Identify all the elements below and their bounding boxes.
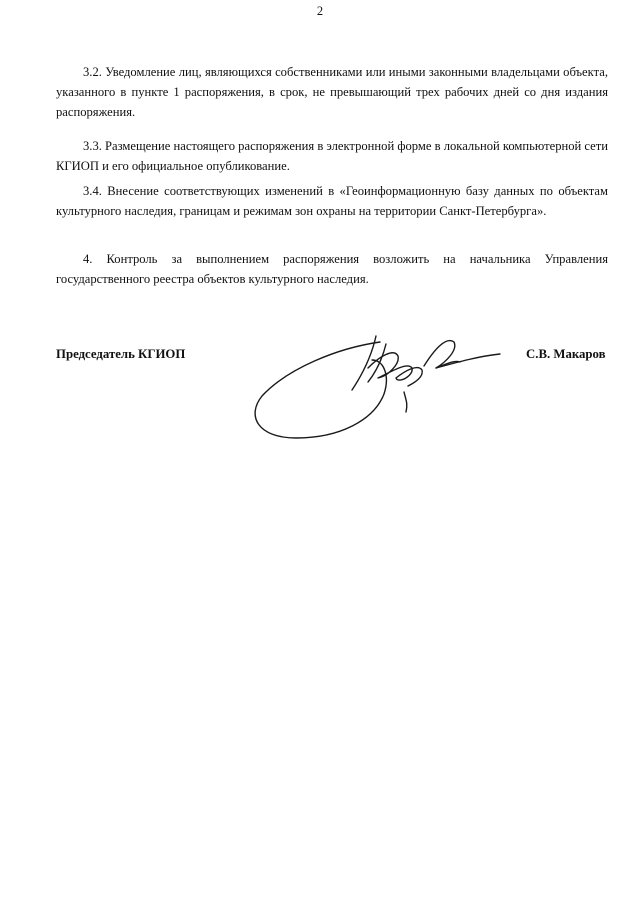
- paragraph-4: 4. Контроль за выполнением распоряжения возложить на начальника Управления государственного реестра объектов культурного наследия.: [56, 251, 608, 286]
- signatory-position: Председатель КГИОП: [56, 347, 186, 361]
- paragraph-3-3: 3.3. Размещение настоящего распоряжения в электронной форме в локальной компьютерной сети КГИОП и его официальное опубликование.: [56, 138, 608, 173]
- paragraph-3-2: 3.2. Уведомление лиц, являющихся собственниками или иными законными владельцами объекта, указанного в пункте 1 распоряжения, в срок, не превышающий трех рабочих дней со дня издания распоряжения.: [56, 64, 608, 119]
- paragraph-3-4: 3.4. Внесение соответствующих изменений в «Геоинформационную базу данных по объектам культурного наследия, границам и режимам зон охраны на территории Санкт-Петербурга».: [56, 183, 608, 218]
- handwritten-signature-icon: [248, 320, 508, 448]
- signatory-name: С.В. Макаров: [526, 347, 606, 361]
- page-number: 2: [316, 4, 324, 18]
